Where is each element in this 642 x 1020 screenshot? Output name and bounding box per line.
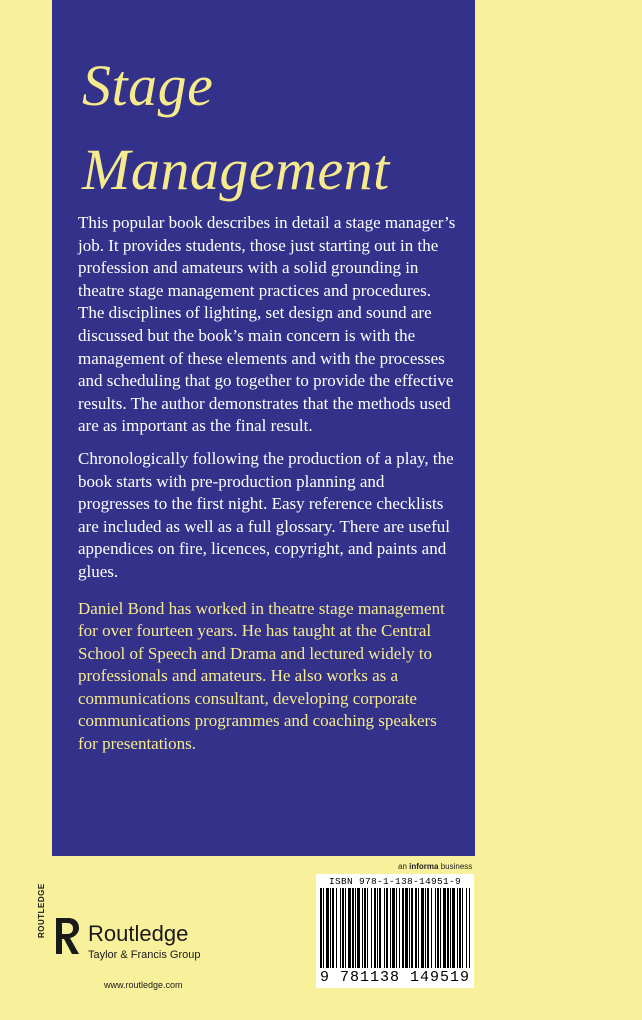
barcode-bar — [379, 888, 381, 968]
barcode-bar — [384, 888, 385, 968]
barcode-bar — [427, 888, 429, 968]
barcode-bar — [336, 888, 337, 968]
barcode-bar — [447, 888, 449, 968]
blurb-paragraph: This popular book describes in detail a stage manager’s job. It provides students, those just starting out in the profession and amateurs with a solid grounding in theatre stage management practices and procedures. The disciplines of lighting, set design and sound are discussed but the book’s main concern is with the management of these elements and with the processes and scheduling that go together to provide the effective results. The author demonstrates that the methods used are as important as the final result. — [78, 213, 456, 436]
barcode-bar — [326, 888, 329, 968]
routledge-vertical-label: ROUTLEDGE — [37, 883, 46, 938]
barcode-bar — [411, 888, 413, 968]
barcode-bar — [386, 888, 388, 968]
title-line-1: Stage — [82, 53, 214, 118]
book-title — [82, 44, 390, 212]
barcode-bar — [342, 888, 344, 968]
author-bio: Daniel Bond has worked in theatre stage management for over fourteen years. He has taught at the Central School of Speech and Drama and lectured widely to professionals and amateurs. He also works as a communications consultant, developing corporate communications programmes and coaching speakers for presentations. — [78, 598, 445, 754]
barcode-bar — [425, 888, 426, 968]
blurb — [78, 212, 458, 766]
barcode-bar — [418, 888, 419, 968]
barcode-bar — [435, 888, 436, 968]
barcode-bar — [371, 888, 372, 968]
barcode-bar — [357, 888, 360, 968]
barcode-bar — [320, 888, 322, 968]
barcode-bar — [332, 888, 334, 968]
barcode-number: 9 781138 149519 — [319, 969, 471, 986]
barcode-bar — [348, 888, 351, 968]
barcode-bar — [450, 888, 451, 968]
barcode-bar — [440, 888, 441, 968]
barcode-bar — [462, 888, 463, 968]
isbn-barcode — [316, 874, 474, 988]
barcode-bar — [362, 888, 363, 968]
barcode-bar — [457, 888, 458, 968]
informa-tagline — [398, 862, 472, 871]
barcode-bar — [405, 888, 408, 968]
barcode-bar — [399, 888, 400, 968]
barcode-bar — [364, 888, 366, 968]
informa-brand: informa — [409, 862, 439, 871]
barcode-bar — [466, 888, 467, 968]
barcode-bar — [421, 888, 424, 968]
barcode-bar — [345, 888, 346, 968]
barcode-bar — [415, 888, 417, 968]
barcode-bar — [402, 888, 404, 968]
barcode-bar — [392, 888, 395, 968]
publisher-url: www.routledge.com — [104, 980, 183, 990]
barcode-bar — [443, 888, 446, 968]
barcode-bar — [340, 888, 341, 968]
barcode-bar — [459, 888, 461, 968]
routledge-logo-icon — [52, 916, 82, 956]
title-line-2: Management — [82, 137, 390, 202]
barcode-bar — [396, 888, 397, 968]
barcode-bar — [452, 888, 455, 968]
barcode-bar — [390, 888, 391, 968]
barcode-bar — [469, 888, 470, 968]
barcode-bar — [355, 888, 356, 968]
barcode-bar — [330, 888, 331, 968]
publisher-group: Taylor & Francis Group — [88, 949, 201, 961]
barcode-bar — [367, 888, 368, 968]
informa-prefix: an — [398, 862, 410, 871]
barcode-bar — [352, 888, 354, 968]
informa-suffix: business — [438, 862, 473, 871]
barcode-bar — [377, 888, 378, 968]
isbn-label: ISBN 978-1-138-14951-9 — [328, 876, 462, 887]
barcode-bar — [437, 888, 439, 968]
barcode-bar — [323, 888, 324, 968]
blurb-paragraph: Chronologically following the production of a play, the book starts with pre-production planning and progresses to the first night. Easy reference checklists are included as well as a full glossary. There are useful appendices on fire, licences, copyright, and paints and glues. — [78, 448, 454, 581]
barcode-bar — [374, 888, 376, 968]
barcode-bar — [431, 888, 432, 968]
publisher-name: Routledge — [88, 921, 189, 946]
barcode-bar — [409, 888, 410, 968]
barcode-bars — [320, 888, 470, 968]
